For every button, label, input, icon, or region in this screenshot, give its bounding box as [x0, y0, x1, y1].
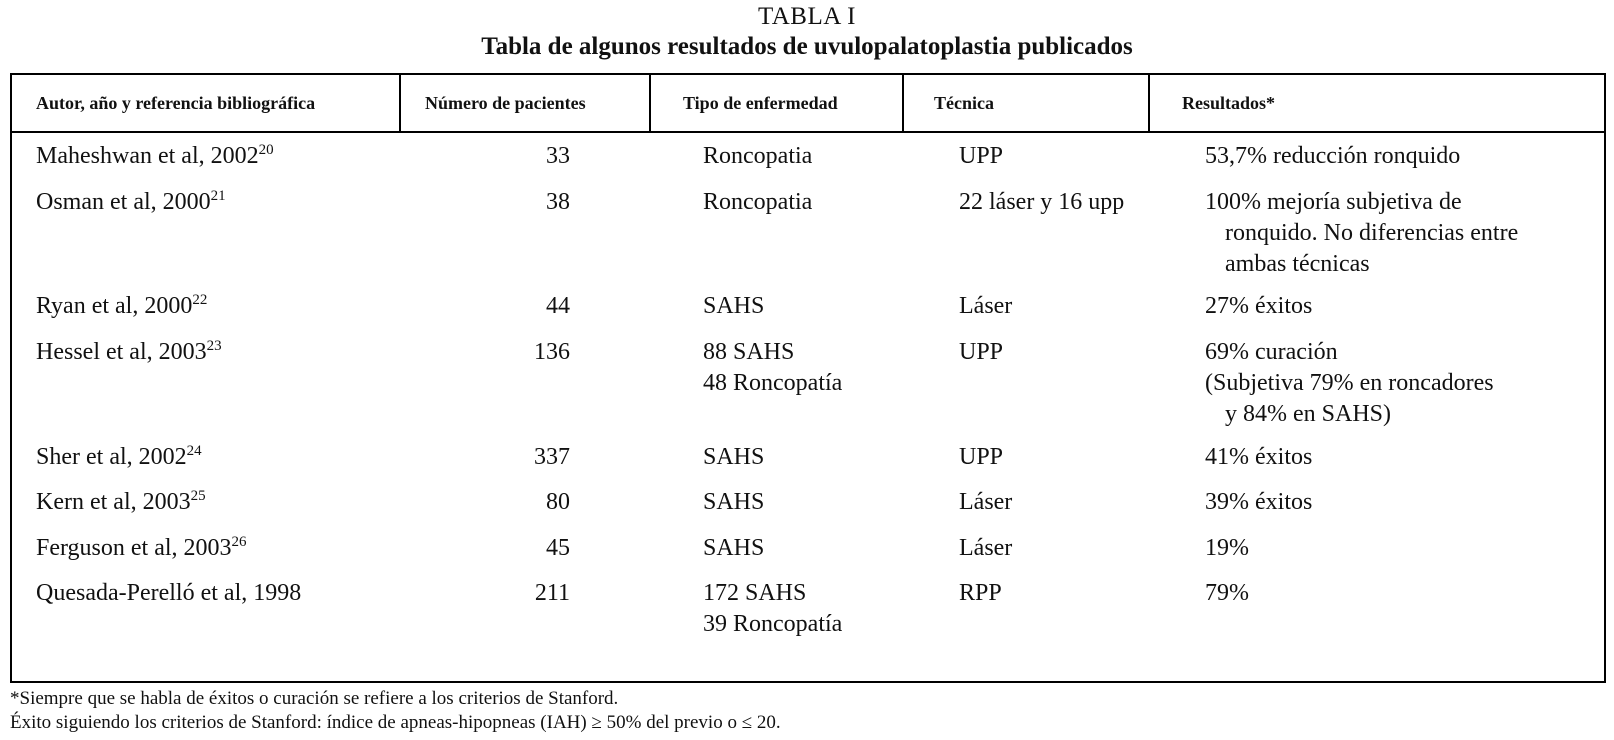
results-line: 69% curación: [1205, 339, 1338, 365]
results-cell: [1205, 141, 1460, 172]
disease-cell: [703, 442, 764, 473]
disease-cell: [703, 291, 764, 322]
table-label: TABLA I: [757, 3, 857, 30]
results-line: ronquido. No diferencias entre: [1225, 220, 1519, 246]
disease-line: Roncopatia: [703, 143, 813, 169]
results-cell: [1205, 533, 1249, 564]
patients-cell: 211: [534, 580, 570, 606]
disease-cell: [703, 533, 764, 564]
author-cell: [36, 578, 301, 609]
results-line: 41% éxitos: [1205, 444, 1313, 470]
results-cell: [1205, 442, 1312, 473]
results-cell: [1205, 337, 1494, 430]
patients-cell: 45: [546, 535, 570, 561]
results-line: (Subjetiva 79% en roncadores: [1205, 370, 1494, 396]
technique-cell: Láser: [959, 535, 1013, 561]
technique-cell: Láser: [959, 489, 1013, 515]
results-line: 100% mejoría subjetiva de: [1205, 189, 1462, 215]
reference-number: 24: [186, 443, 202, 459]
patients-cell: 33: [546, 143, 570, 169]
results-line: 27% éxitos: [1205, 293, 1313, 319]
results-cell: [1205, 187, 1518, 280]
disease-line: 48 Roncopatía: [703, 370, 843, 396]
reference-number: 23: [206, 338, 222, 354]
author-cell: [36, 187, 226, 218]
disease-line: SAHS: [703, 444, 765, 470]
technique-cell: UPP: [959, 339, 1004, 365]
results-table: [10, 73, 1606, 683]
technique-cell: RPP: [959, 580, 1002, 606]
disease-line: 88 SAHS: [703, 339, 795, 365]
author-name: Osman et al, 2000: [36, 189, 211, 215]
technique-cell: UPP: [959, 444, 1004, 470]
disease-cell: [703, 187, 812, 218]
disease-line: 172 SAHS: [703, 580, 807, 606]
reference-number: 21: [210, 188, 226, 204]
results-line: ambas técnicas: [1225, 251, 1370, 277]
author-cell: [36, 533, 247, 564]
author-name: Sher et al, 2002: [36, 444, 187, 470]
disease-line: Roncopatia: [703, 189, 813, 215]
results-cell: [1205, 291, 1312, 322]
results-line: 79%: [1205, 580, 1249, 606]
results-cell: [1205, 487, 1312, 518]
results-line: 39% éxitos: [1205, 489, 1313, 515]
header-author: Autor, año y referencia bibliográfica: [12, 75, 401, 131]
author-name: Quesada-Perelló et al, 1998: [36, 580, 302, 606]
author-name: Ferguson et al, 2003: [36, 535, 232, 561]
disease-line: SAHS: [703, 535, 765, 561]
disease-line: 39 Roncopatía: [703, 611, 843, 637]
author-cell: [36, 337, 222, 368]
header-disease: Tipo de enfermedad: [651, 75, 904, 131]
header-technique: Técnica: [904, 75, 1150, 131]
header-patients: Número de pacientes: [401, 75, 651, 131]
patients-cell: 38: [546, 189, 570, 215]
disease-cell: [703, 337, 842, 399]
patients-cell: 337: [534, 444, 570, 470]
disease-line: SAHS: [703, 293, 765, 319]
technique-cell: 22 láser y 16 upp: [959, 189, 1125, 215]
reference-number: 20: [258, 142, 274, 158]
author-name: Kern et al, 2003: [36, 489, 191, 515]
author-cell: [36, 487, 206, 518]
footnote-stanford-criteria: Éxito siguiendo los criterios de Stanford: índice de apneas-hipopneas (IAH) ≥ 50% del previo o ≤ 20.: [10, 712, 781, 733]
footnote-asterisk: *Siempre que se habla de éxitos o curación se refiere a los criterios de Stanford.: [10, 688, 619, 709]
table-header-row: [12, 75, 1604, 133]
author-cell: [36, 291, 207, 322]
reference-number: 22: [192, 292, 208, 308]
patients-cell: 136: [534, 339, 570, 365]
author-name: Maheshwan et al, 2002: [36, 143, 259, 169]
author-name: Hessel et al, 2003: [36, 339, 207, 365]
disease-cell: [703, 578, 842, 640]
results-line: 53,7% reducción ronquido: [1205, 143, 1461, 169]
patients-cell: 44: [546, 293, 570, 319]
reference-number: 26: [231, 534, 247, 550]
patients-cell: 80: [546, 489, 570, 515]
reference-number: 25: [190, 488, 206, 504]
disease-cell: [703, 141, 812, 172]
results-line: y 84% en SAHS): [1225, 401, 1391, 427]
author-name: Ryan et al, 2000: [36, 293, 193, 319]
technique-cell: Láser: [959, 293, 1013, 319]
disease-line: SAHS: [703, 489, 765, 515]
table-title: Tabla de algunos resultados de uvulopalatoplastia publicados: [481, 33, 1133, 60]
author-cell: [36, 141, 274, 172]
technique-cell: UPP: [959, 143, 1004, 169]
results-line: 19%: [1205, 535, 1249, 561]
author-cell: [36, 442, 202, 473]
results-cell: [1205, 578, 1249, 609]
header-results: Resultados*: [1182, 93, 1276, 113]
disease-cell: [703, 487, 764, 518]
